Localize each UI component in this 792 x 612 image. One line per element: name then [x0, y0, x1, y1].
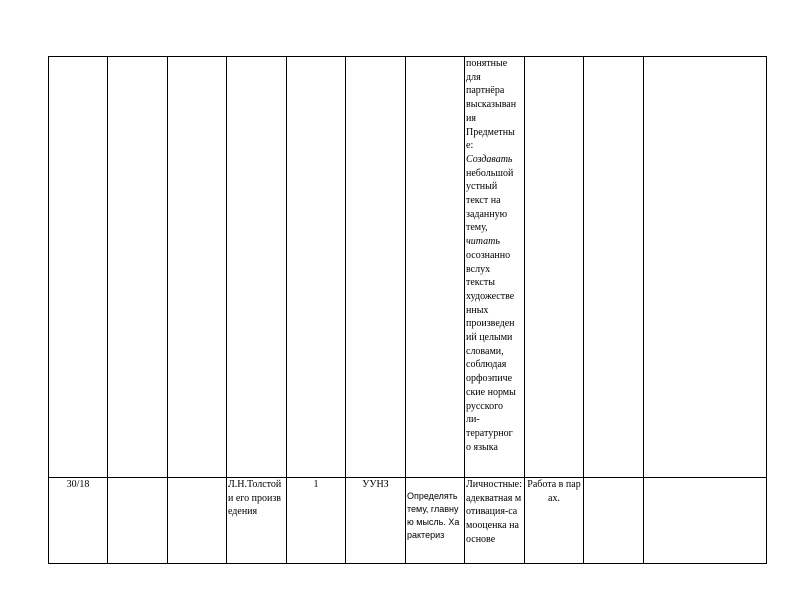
lesson-plan-table — [48, 56, 767, 564]
table-cell — [644, 478, 767, 564]
table-row — [49, 57, 767, 478]
lesson-topic: Л.Н.Толстой и его произведения — [228, 479, 282, 518]
lesson-type: УУНЗ — [362, 479, 389, 490]
results-line: соблюдая — [466, 359, 507, 371]
results-text — [465, 57, 524, 454]
table-cell — [108, 478, 168, 564]
results-line: орфоэпиче — [466, 373, 513, 385]
lesson-results: Личностные: адекватная мотивация-самооценка на основе — [466, 479, 522, 545]
results-line: художестве — [466, 290, 515, 302]
results-line: русского — [466, 400, 503, 412]
table-cell — [406, 57, 465, 478]
lesson-type-cell — [346, 478, 406, 564]
results-line: ий целыми — [466, 332, 513, 344]
results-line: для — [466, 71, 481, 83]
results-line: ия — [466, 112, 476, 124]
results-cell — [465, 57, 525, 478]
hours-cell — [287, 478, 346, 564]
lesson-number-cell — [49, 478, 108, 564]
table-cell — [168, 57, 227, 478]
results-line: вслух — [466, 263, 491, 275]
results-cell — [465, 478, 525, 564]
table-cell — [525, 57, 584, 478]
results-line: Создавать — [466, 153, 513, 165]
table-cell — [644, 57, 767, 478]
table-cell — [346, 57, 406, 478]
results-line: партнёра — [466, 85, 505, 97]
table-cell — [584, 478, 644, 564]
results-line: небольшой — [466, 167, 514, 179]
table-cell — [287, 57, 346, 478]
results-line: словами, — [466, 345, 504, 357]
results-line: ские нормы — [466, 386, 516, 398]
table-row — [49, 478, 767, 564]
results-line: е: — [466, 140, 474, 152]
table-cell — [168, 478, 227, 564]
results-line: Предметны — [466, 126, 515, 138]
results-line: о языка — [466, 441, 498, 453]
results-line: тературног — [466, 427, 513, 439]
table-cell — [108, 57, 168, 478]
results-line: нных — [466, 304, 489, 316]
results-line: произведен — [466, 318, 515, 330]
table-cell — [584, 57, 644, 478]
results-line: заданную — [466, 208, 508, 220]
results-line: осознанно — [466, 249, 511, 261]
results-line: понятные — [466, 58, 508, 69]
lesson-hours: 1 — [313, 479, 319, 490]
topic-cell — [227, 478, 287, 564]
table-cell — [49, 57, 108, 478]
results-line: текст на — [466, 195, 501, 207]
results-line: ли- — [466, 414, 480, 426]
results-line: читать — [466, 236, 500, 248]
activities-cell — [406, 478, 465, 564]
results-line: высказыван — [466, 99, 517, 111]
lesson-activities: Определять тему, главную мысль. Характериз — [407, 491, 460, 540]
form-cell — [525, 478, 584, 564]
lesson-number: 30/18 — [66, 479, 90, 490]
results-line: тексты — [466, 277, 495, 289]
results-line: устный — [466, 181, 498, 193]
lesson-form: Работа в парах. — [527, 479, 581, 504]
table-cell — [227, 57, 287, 478]
results-line: тему, — [466, 222, 488, 234]
